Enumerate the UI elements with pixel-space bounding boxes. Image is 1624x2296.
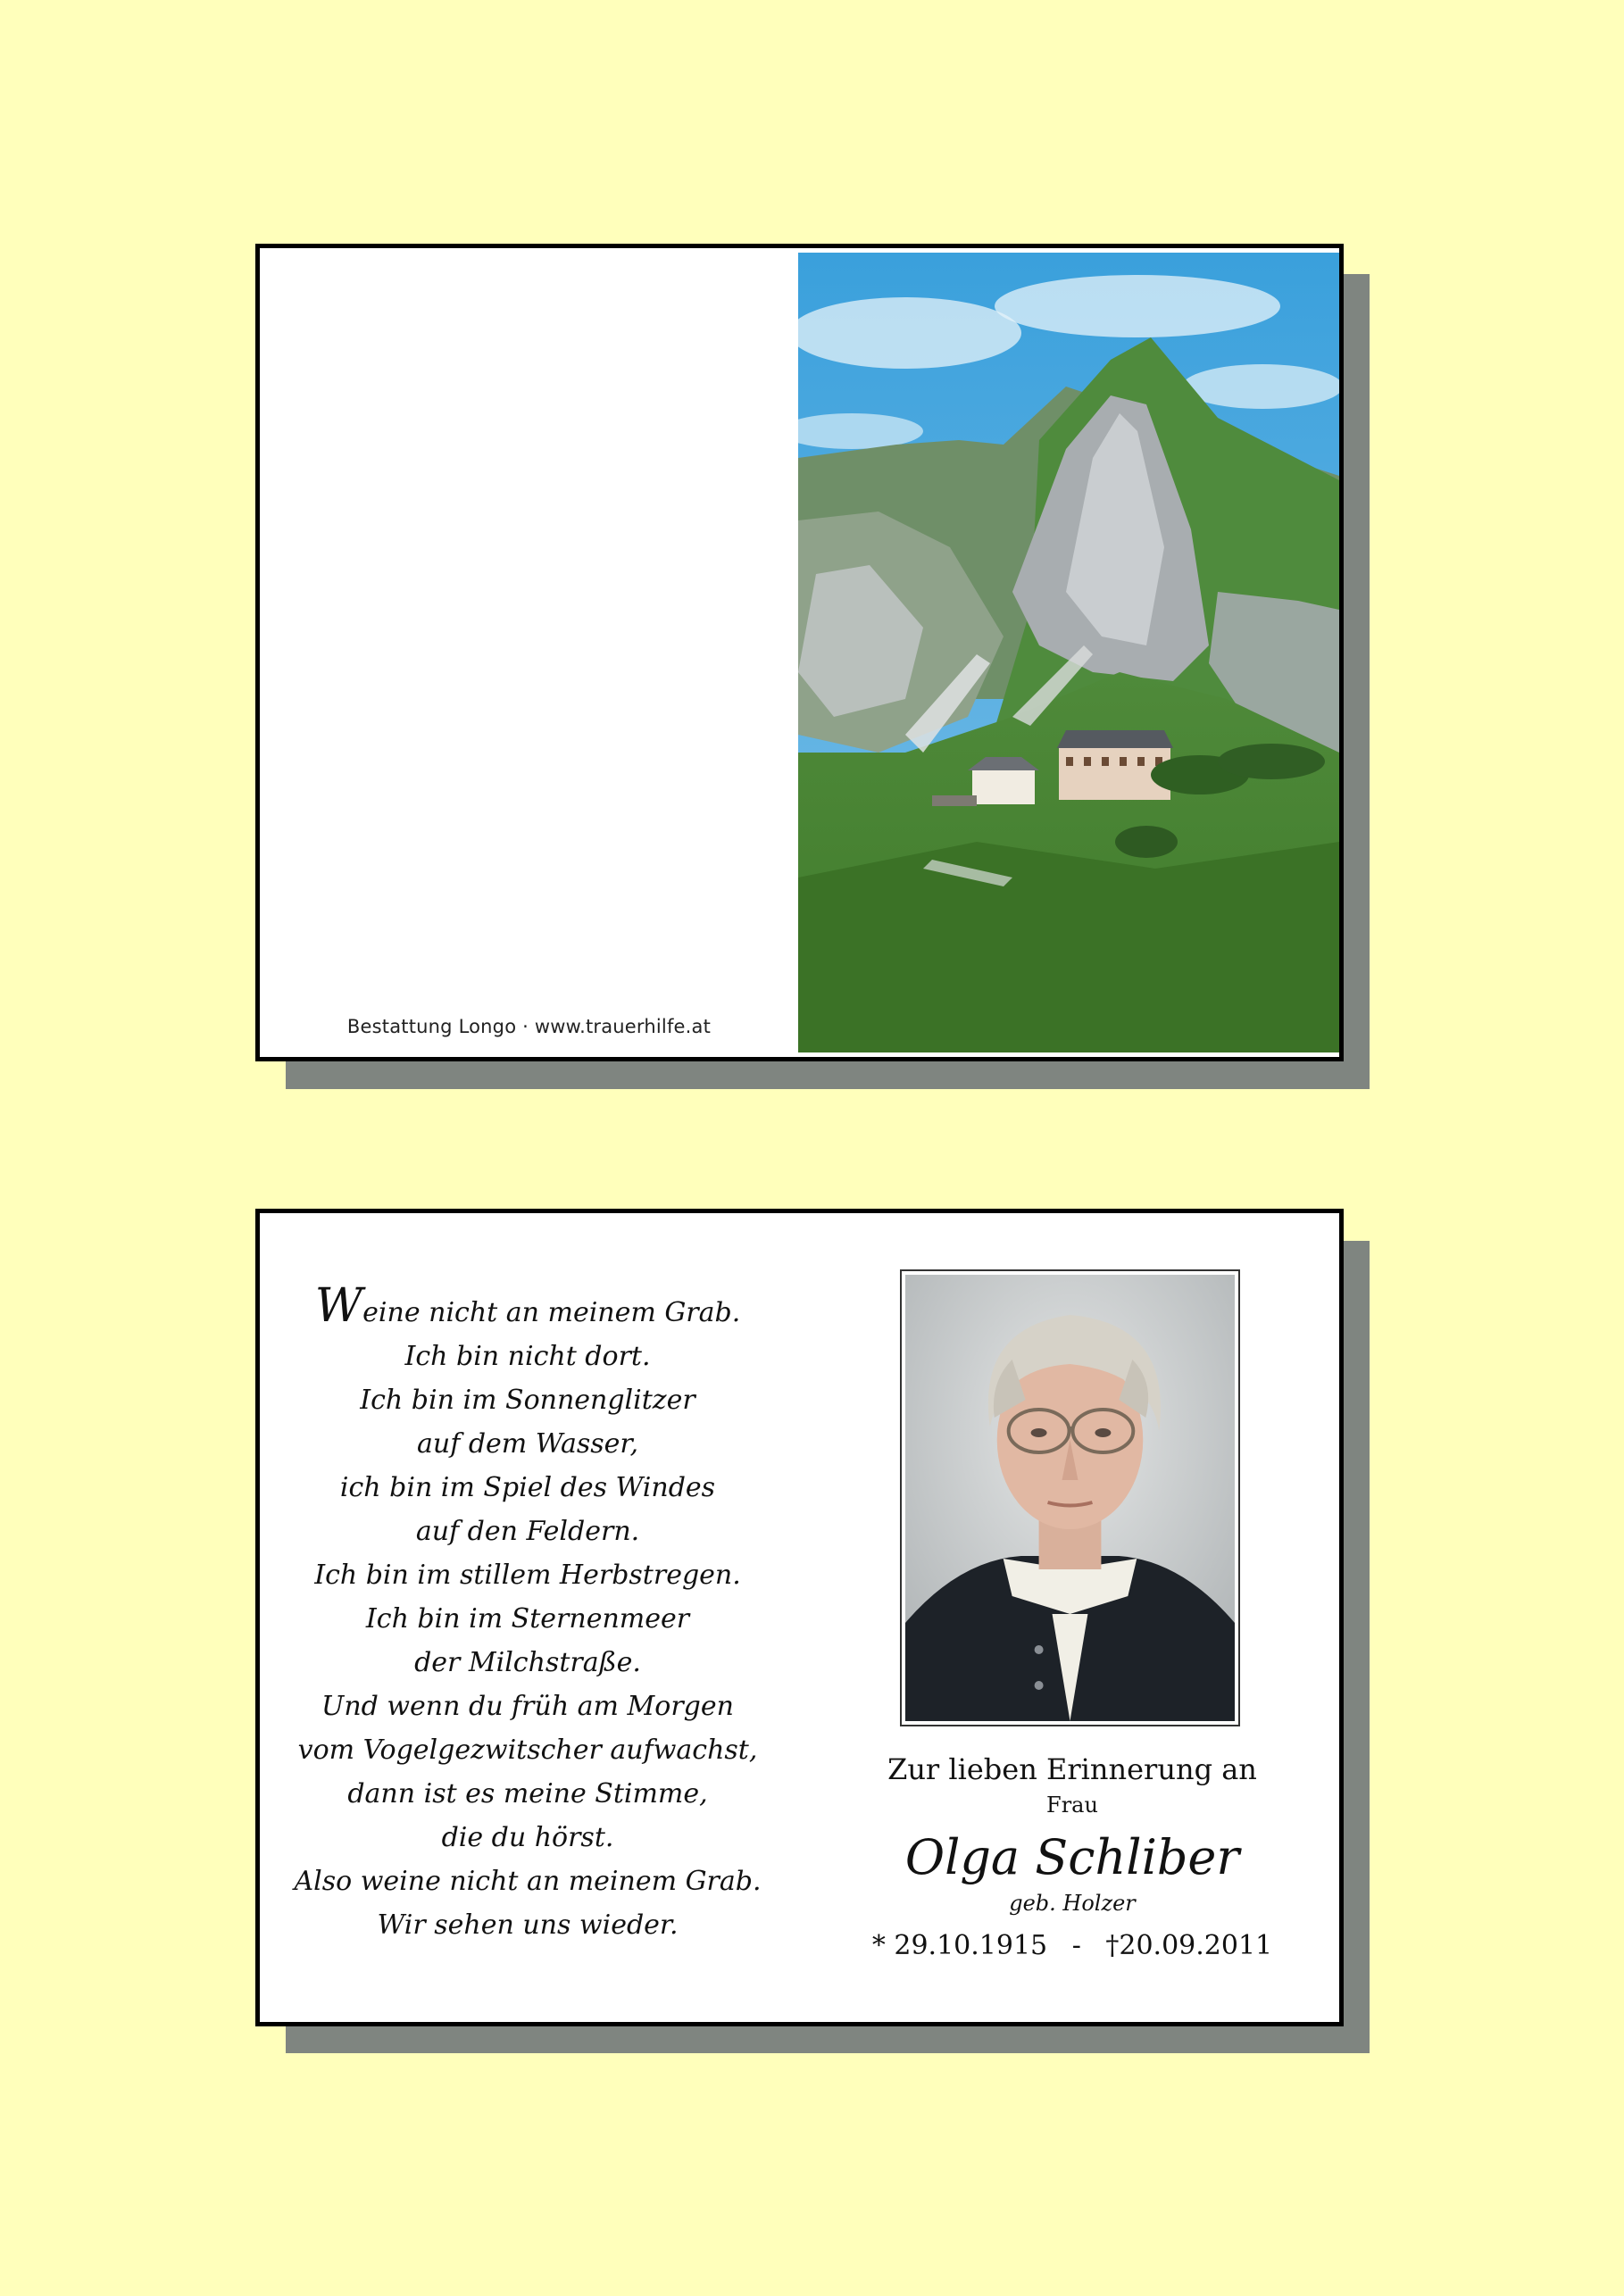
poem-line: Ich bin nicht dort. — [404, 1341, 651, 1372]
date-separator: - — [1071, 1930, 1081, 1961]
poem-line: Ich bin im stillem Herbstregen. — [314, 1560, 741, 1591]
title-label: Frau — [1046, 1793, 1098, 1818]
mountain-landscape-photo — [798, 253, 1339, 1052]
death-date: †20.09.2011 — [1105, 1930, 1273, 1961]
life-dates — [804, 1924, 1340, 1968]
poem-line: die du hörst. — [441, 1822, 614, 1853]
maiden-name: geb. Holzer — [1009, 1891, 1136, 1916]
poem-line: ich bin im Spiel des Windes — [339, 1472, 716, 1503]
poem-line: dann ist es meine Stimme, — [347, 1778, 708, 1809]
poem-line: der Milchstraße. — [414, 1647, 641, 1678]
bottom-card — [255, 1209, 1344, 2026]
poem-dropcap: W — [314, 1279, 363, 1333]
top-card — [255, 244, 1344, 1061]
publisher-credit: Bestattung Longo · www.trauerhilfe.at — [346, 1016, 712, 1037]
mountain-landscape-icon — [798, 253, 1339, 1052]
poem-line — [260, 1279, 795, 1335]
poem-line: Wir sehen uns wieder. — [377, 1909, 679, 1941]
portrait-icon — [905, 1275, 1235, 1721]
birth-date: * 29.10.1915 — [871, 1930, 1048, 1961]
poem-line: Ich bin im Sternenmeer — [365, 1603, 690, 1635]
deceased-name: Olga Schliber — [904, 1829, 1240, 1885]
poem-line: auf den Feldern. — [415, 1516, 640, 1547]
poem-line: auf dem Wasser, — [416, 1428, 639, 1460]
poem-line: Und wenn du früh am Morgen — [321, 1691, 734, 1722]
portrait-photo — [905, 1275, 1235, 1721]
portrait-frame — [900, 1269, 1240, 1726]
poem-first-line-text: eine nicht an meinem Grab. — [362, 1297, 741, 1328]
poem-line: vom Vogelgezwitscher aufwachst, — [297, 1734, 758, 1766]
poem-line: Also weine nicht an meinem Grab. — [294, 1866, 762, 1897]
poem-line: Ich bin im Sonnenglitzer — [360, 1385, 695, 1416]
memorial-text — [804, 1749, 1340, 1968]
in-memory-heading: Zur lieben Erinnerung an — [887, 1752, 1257, 1786]
memorial-poem — [260, 1279, 795, 1947]
